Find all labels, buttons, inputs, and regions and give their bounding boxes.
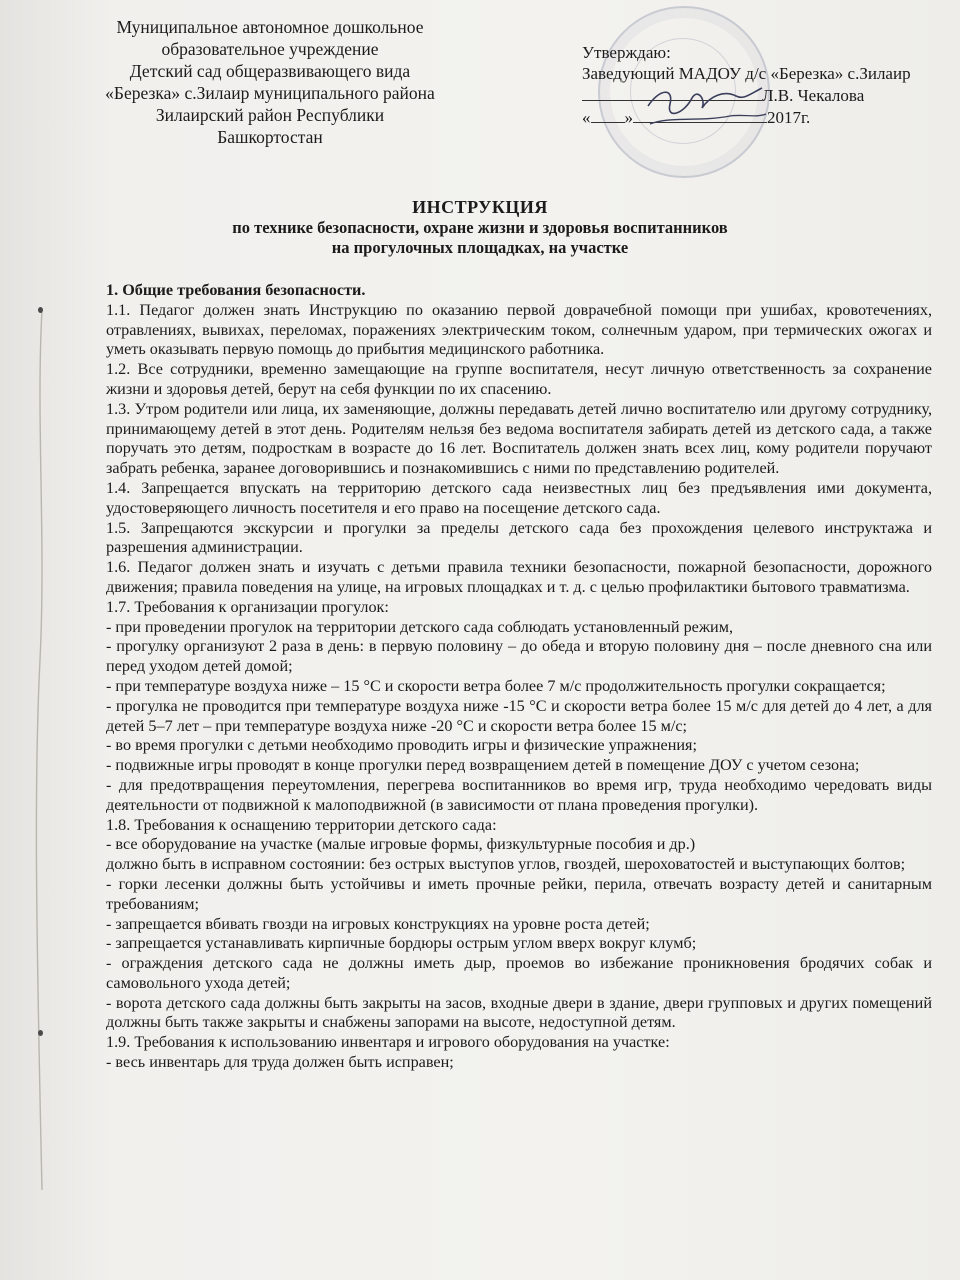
paragraph: 1.8. Требования к оснащению территории детского сада: (106, 815, 497, 834)
document-subtitle-line: по технике безопасности, охране жизни и здоровья воспитанников (232, 218, 728, 237)
paragraph: - запрещается устанавливать кирпичные бордюры острым углом вверх вокруг клумб; (106, 934, 697, 953)
approval-position: Заведующий МАДОУ д/с «Березка» с.Зилаир (582, 64, 911, 83)
organization-header (70, 16, 470, 148)
paragraph: - запрещается вбивать гвозди на игровых конструкциях на уровне роста детей; (106, 914, 650, 933)
paragraph: - весь инвентарь для труда должен быть исправен; (106, 1053, 454, 1072)
org-line: Зилаирский район Республики (155, 105, 385, 125)
paragraph: 1.5. Запрещаются экскурсии и прогулки за пределы детского сада без прохождения целевого инструктажа и разрешения администрации. (106, 518, 932, 557)
org-line: «Березка» с.Зилаир муниципального района (105, 83, 435, 103)
paragraph: - ворота детского сада должны быть закрыты на засов, входные двери в здание, двери групповых и других помещений должны быть также закрыты и снабжены запорами на высоте, недоступной детям. (106, 993, 932, 1032)
date-month-line (633, 106, 767, 123)
date-open-quote: « (582, 108, 591, 127)
paragraph: 1.3. Утром родители или лица, их заменяющие, должны передавать детей лично воспитателю или другому сотруднику, принимающему детей в этот день. Родителям нельзя без ведома воспитателя забирать детей из детского сада, а также поручать это детям, подросткам в возрасте до 16 лет. Воспитатель должен знать всех лиц, кому родители поручают забрать ребенка, заранее договорившись и познакомившись с ними по представлению родителей. (106, 399, 932, 478)
org-line: Башкортостан (217, 127, 323, 147)
paragraph: 1.2. Все сотрудники, временно замещающие на группе воспитателя, несут личную ответственность за сохранение жизни и здоровья детей, берут на себя функции по их спасению. (106, 360, 932, 398)
paragraph: 1.1. Педагог должен знать Инструкцию по оказанию первой доврачебной помощи при ушибах, кровотечениях, отравлениях, вывихах, переломах, поражениях электрическим током, солнечным ударом, при термических ожогах и уметь оказывать первую помощь до прибытия медицинского работника. (106, 300, 932, 359)
binding-hole-top (38, 307, 43, 313)
approver-name: Л.В. Чекалова (762, 86, 865, 105)
binding-thread (30, 300, 60, 1200)
paragraph: 1.9. Требования к использованию инвентаря и игрового оборудования на участке: (106, 1033, 670, 1052)
paragraph: - прогулка не проводится при температуре воздуха ниже -15 °С и скорости ветра более 15 м/с для детей до 4 лет, а для детей 5–7 лет – при температуре воздуха ниже -20 °С и скорости ветра более 15 м/с; (106, 696, 932, 735)
approval-label: Утверждаю: (582, 43, 671, 62)
paragraph: 1.4. Запрещается впускать на территорию детского сада неизвестных лиц без предъявления ими документа, удостоверяющего личность посетителя и его право на посещение детского сада. (106, 478, 932, 517)
paragraph: должно быть в исправном состоянии: без острых выступов углов, гвоздей, шероховатостей и выступающих болтов; (106, 855, 906, 874)
section-heading: 1. Общие требования безопасности. (106, 281, 366, 299)
date-day-line (591, 106, 625, 123)
paragraph: - для предотвращения переутомления, перегрева воспитанников во время игр, труда необходимо чередовать виды деятельности от подвижной к малоподвижной (в зависимости от плана проведения прогулки). (106, 775, 932, 814)
binding-hole-bottom (38, 1030, 43, 1036)
paragraph: - при проведении прогулок на территории детского сада соблюдать установленный режим, (106, 617, 734, 636)
org-line: Муниципальное автономное дошкольное (116, 17, 424, 37)
org-line: Детский сад общеразвивающего вида (129, 61, 411, 81)
paragraph: - подвижные игры проводят в конце прогулки перед возвращением детей в помещение ДОУ с учетом сезона; (106, 756, 860, 775)
paragraph: - прогулку организуют 2 раза в день: в первую половину – до обеда и вторую половину дня – после дневного сна или перед уходом детей домой; (106, 637, 932, 676)
org-line: образовательное учреждение (161, 39, 379, 59)
approval-year: 2017г. (767, 108, 811, 127)
document-title-block (0, 196, 960, 258)
document-body (106, 281, 932, 1073)
signature-line (582, 84, 762, 101)
paragraph: - горки лесенки должны быть устойчивы и иметь прочные рейки, перила, отвечать возрасту детей и санитарным требованиям; (106, 874, 932, 913)
paragraph: - во время прогулки с детьми необходимо проводить игры и физические упражнения; (106, 736, 697, 755)
paragraph: - при температуре воздуха ниже – 15 °С и скорости ветра более 7 м/с продолжительность прогулки сокращается; (106, 676, 886, 695)
document-title: ИНСТРУКЦИЯ (412, 197, 548, 217)
paragraph: 1.7. Требования к организации прогулок: (106, 597, 389, 616)
document-subtitle-line: на прогулочных площадках, на участке (331, 238, 629, 257)
paragraph: 1.6. Педагог должен знать и изучать с детьми правила техники безопасности, пожарной безопасности, дорожного движения; правила поведения на улице, на игровых площадках и т. д. с целью профилактики бытового травматизма. (106, 558, 932, 596)
paragraph: - все оборудование на участке (малые игровые формы, физкультурные пособия и др.) (106, 835, 696, 854)
paragraph: - ограждения детского сада не должны иметь дыр, проемов во избежание проникновения бродячих собак и самовольного ухода детей; (106, 954, 932, 992)
approval-block (582, 42, 952, 128)
date-close-quote: » (624, 108, 633, 127)
